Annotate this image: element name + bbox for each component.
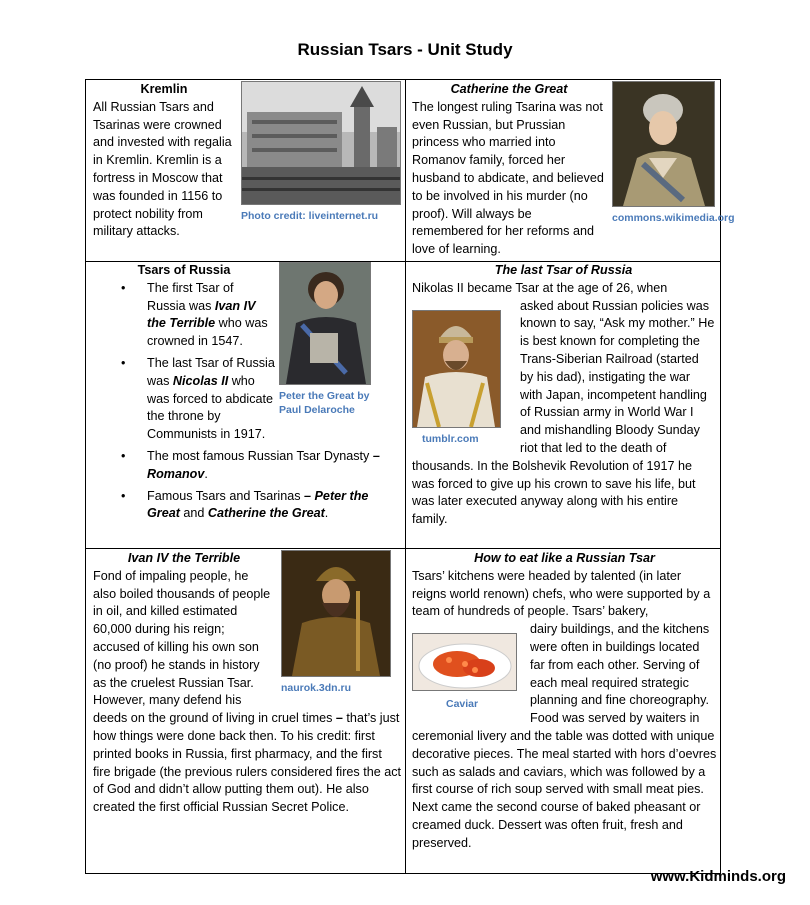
eat-text: dairy buildings, and the kitchens were often in buildings located far from each other. Serving of each meal required strategic planning and fine choreography. Food was served by waiters in ceremonial livery and the table was dotted with unique decorative pieces. The meal started with hors d’oevres such as salads and caviars, which was followed by a first course of rich soup served with small meat pies. Next came the second course of baked pheasant or creamed duck. Dessert was often fruit, fresh and preserved. (412, 622, 717, 850)
caviar-photo (412, 633, 517, 691)
catherine-photo-credit: commons.wikimedia.org (612, 212, 735, 224)
tsars-fact-dynasty: • The most famous Russian Tsar Dynasty – Romanov. (147, 448, 401, 484)
tsars-fact-last-tsar: • The last Tsar of Russia was Nicolas II who was forced to abdicate the throne by Communists in 1917. (147, 355, 401, 444)
grid-divider-row2 (85, 548, 721, 549)
last-tsar-text: asked about Russian policies was known to say, “Ask my mother.” He is best known for completing the Trans-Siberian Railroad (started by his dad), instigating the war with Japan, incompetent handling of Russian army in World War I and mishandling Bloody Sunday riot that led to the death of thousands. In the Bolshevik Revolution of 1917 he was forced to give up his crown to save his life, but was later executed anyway along with his entire family. (412, 298, 715, 527)
catherine-text: The longest ruling Tsarina was not even Russian, but Prussian princess who married into Romanov family, forced her husband to abdicate, and believed to be involved in his murder (no proof). Will always be remembered for her reforms and love of learning. (412, 99, 604, 257)
cell-eat-like-a-tsar (412, 550, 717, 853)
ivan-heading: Ivan IV the Terrible (127, 551, 241, 565)
cell-kremlin (93, 81, 401, 241)
last-tsar-heading: The last Tsar of Russia (494, 263, 633, 277)
ivan-photo-credit: naurok.3dn.ru (281, 682, 352, 694)
catherine-heading: Catherine the Great (450, 82, 568, 96)
eat-heading: How to eat like a Russian Tsar (474, 551, 655, 565)
nicholas-photo-credit: tumblr.com (422, 432, 479, 445)
tsars-heading: Tsars of Russia (137, 263, 231, 277)
peter-photo-credit: Peter the Great by Paul Delaroche (279, 390, 370, 416)
kremlin-heading: Kremlin (140, 82, 188, 96)
page-title: Russian Tsars - Unit Study (297, 40, 513, 59)
nicholas-ii-portrait (412, 310, 501, 428)
grid-divider-vertical (405, 79, 406, 874)
tsars-facts-list (93, 280, 401, 523)
tsars-fact-famous: • Famous Tsars and Tsarinas – Peter the Great and Catherine the Great. (147, 488, 401, 524)
cell-last-tsar (412, 262, 715, 529)
kremlin-photo (241, 81, 401, 205)
website-footer: www.Kidminds.org (650, 868, 786, 885)
last-tsar-intro: Nikolas II became Tsar at the age of 26, when (412, 280, 668, 295)
kremlin-text: All Russian Tsars and Tsarinas were crowned and invested with regalia in Kremlin. Kremlin is a fortress in Moscow that was founded in 1156 to protect nobility from military attacks. (93, 99, 232, 239)
ivan-text-1: Fond of impaling people, he also boiled thousands of people in oil, and killed estimated 60,000 during his reign; accused of killing his own son (no proof) he stands in history as the cruelest Russian Tsar. (93, 568, 271, 690)
cell-ivan-the-terrible (93, 550, 401, 817)
kremlin-photo-credit: Photo credit: liveinternet.ru (241, 210, 379, 222)
caviar-caption: Caviar (446, 698, 479, 711)
catherine-portrait (612, 81, 715, 207)
eat-intro: Tsars’ kitchens were headed by talented (in later reigns world renown) chefs, who were supported by a team of hundreds of people. Tsars’ bakery, (412, 568, 711, 619)
cell-catherine (412, 81, 735, 259)
cell-tsars-of-russia (93, 262, 401, 527)
ivan-iv-portrait (281, 550, 391, 677)
tsars-fact-first-tsar: • The first Tsar of Russia was Ivan IV the Terrible who was crowned in 1547. (147, 280, 401, 351)
ivan-text-2: However, many defend his deeds on the ground of living in cruel times – that’s just how things were done back then. To his credit: first printed books in Russia, first pharmacy, and the first fire brigade (the previous rulers considered fires the act of God and didn’t allow putting them out). He also created the first official Russian Secret Police. (93, 693, 401, 815)
